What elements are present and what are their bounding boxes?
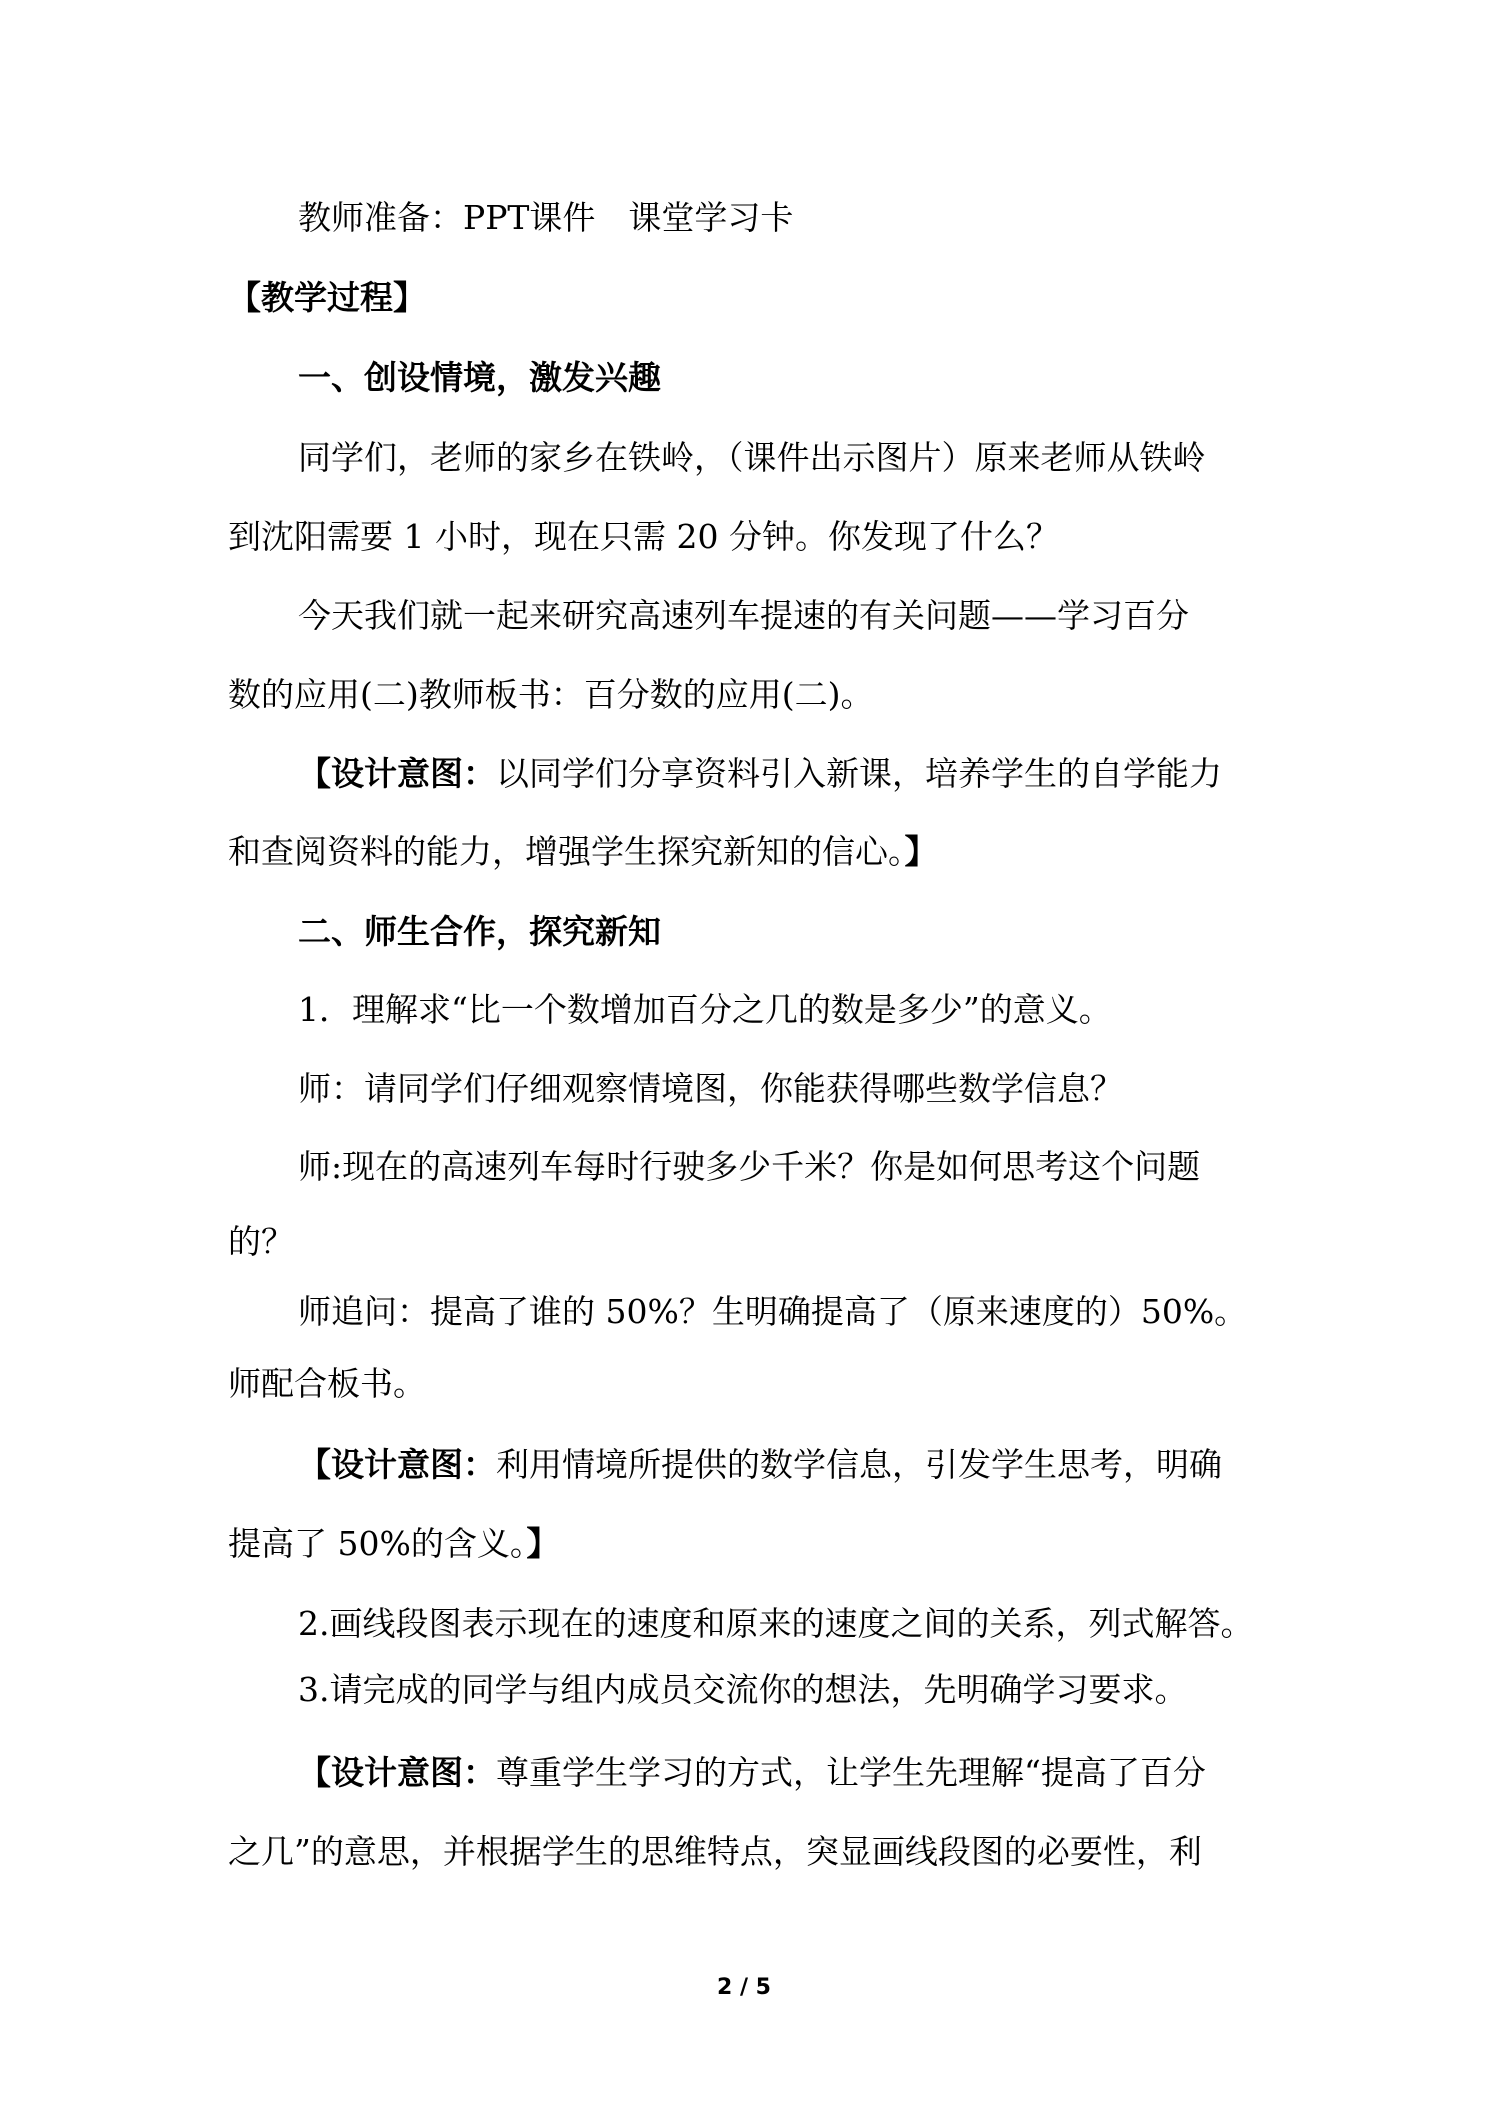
design-intent-2-cont bbox=[228, 1524, 559, 1564]
paragraph-line: 数的应用(二)教师板书：百分数的应用(二)。 bbox=[228, 675, 874, 714]
design-intent-text: 尊重学生学习的方式，让学生先理解“提高了百分 bbox=[496, 1753, 1206, 1792]
design-intent-text: 利用情境所提供的数学信息，引发学生思考，明确 bbox=[496, 1445, 1222, 1484]
design-intent-text: 和查阅资料的能力，增强学生探究新知的信心。 bbox=[228, 832, 905, 871]
teacher-question-3: 师追问：提高了谁的 50%？生明确提高了（原来速度的）50%。 bbox=[298, 1292, 1248, 1331]
teacher-question-3-cont: 师配合板书。 bbox=[228, 1364, 426, 1403]
design-intent-text: 提高了 50%的含义。 bbox=[228, 1524, 527, 1563]
teacher-prep-line: 教师准备：PPT课件 课堂学习卡 bbox=[298, 198, 794, 237]
design-intent-3 bbox=[298, 1753, 1206, 1793]
list-item-2: 2.画线段图表示现在的速度和原来的速度之间的关系，列式解答。 bbox=[298, 1604, 1254, 1643]
design-intent-text: 以同学们分享资料引入新课，培养学生的自学能力 bbox=[496, 754, 1222, 793]
page-number: 2 / 5 bbox=[717, 1975, 771, 2000]
teacher-question-2: 师:现在的高速列车每时行驶多少千米？你是如何思考这个问题 bbox=[298, 1147, 1201, 1186]
design-intent-label: 【设计意图： bbox=[298, 754, 496, 793]
paragraph-line: 同学们，老师的家乡在铁岭，（课件出示图片）原来老师从铁岭 bbox=[298, 438, 1206, 477]
design-intent-1 bbox=[298, 754, 1222, 794]
part1-heading: 一、创设情境，激发兴趣 bbox=[298, 358, 661, 397]
paragraph-line: 今天我们就一起来研究高速列车提速的有关问题——学习百分 bbox=[298, 596, 1189, 635]
design-intent-3-cont: 之几”的意思，并根据学生的思维特点，突显画线段图的必要性，利 bbox=[228, 1832, 1202, 1871]
section-heading-process: 【教学过程】 bbox=[228, 278, 426, 317]
design-intent-label: 【设计意图： bbox=[298, 1445, 496, 1484]
design-intent-close: 】 bbox=[904, 832, 938, 871]
part2-heading: 二、师生合作，探究新知 bbox=[298, 912, 661, 951]
teacher-question-1: 师：请同学们仔细观察情境图，你能获得哪些数学信息？ bbox=[298, 1069, 1123, 1108]
paragraph-line: 到沈阳需要 1 小时，现在只需 20 分钟。你发现了什么？ bbox=[228, 517, 1059, 556]
teacher-question-2-cont: 的？ bbox=[228, 1222, 294, 1261]
design-intent-1-cont bbox=[228, 832, 938, 872]
design-intent-2 bbox=[298, 1445, 1222, 1485]
list-item-1: 1．理解求“比一个数增加百分之几的数是多少”的意义。 bbox=[298, 990, 1112, 1029]
design-intent-close: 】 bbox=[526, 1524, 560, 1563]
list-item-3: 3.请完成的同学与组内成员交流你的想法，先明确学习要求。 bbox=[298, 1670, 1188, 1709]
design-intent-label: 【设计意图： bbox=[298, 1753, 496, 1792]
